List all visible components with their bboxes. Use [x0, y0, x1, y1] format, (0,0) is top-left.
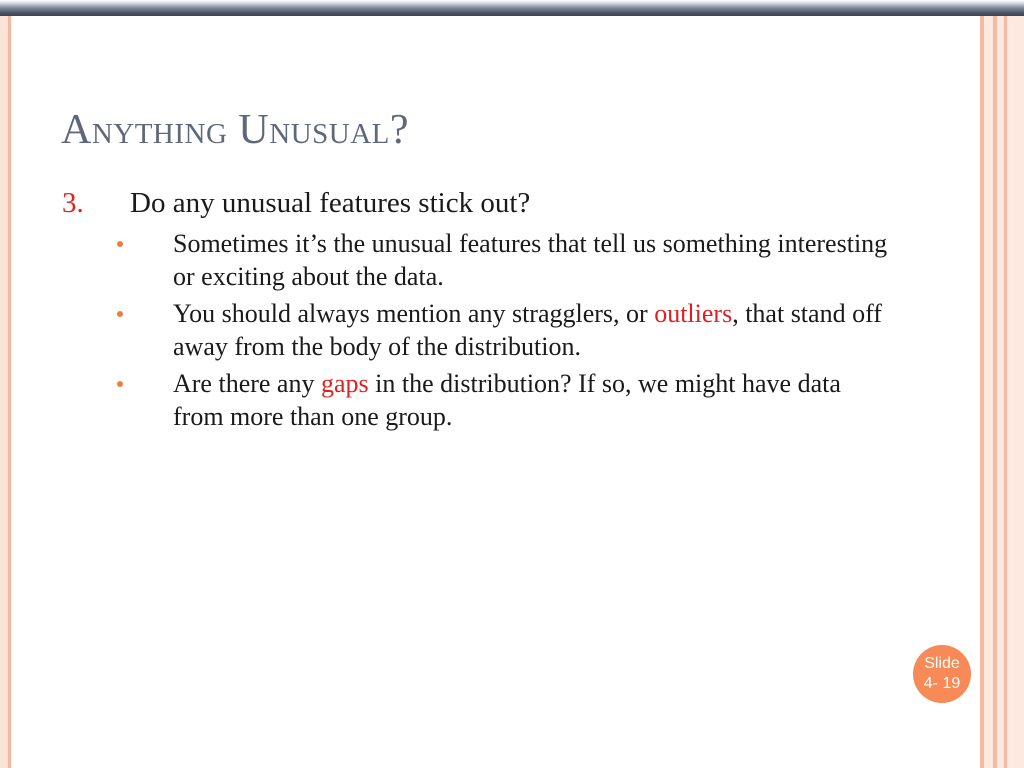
slide-badge-line2: 4- 19 [923, 675, 961, 692]
bullet-text: Sometimes it’s the unusual features that tell us something interesting or exciting about the data. [173, 229, 888, 291]
numbered-item [60, 183, 890, 223]
bullet-icon [117, 311, 123, 317]
bullet-list [60, 227, 890, 433]
slide-title: Anything Unusual? [61, 107, 410, 153]
highlight-term-gaps: gaps [320, 369, 369, 398]
item-text: Do any unusual features stick out? [130, 187, 531, 219]
bullet-text-after: in the distribution? If so, we might have data from more than one group. [173, 369, 841, 431]
item-number: 3. [62, 187, 84, 219]
bullet-item [60, 367, 890, 433]
bullet-text-before: You should always mention any stragglers, or [173, 299, 655, 328]
left-decorative-stripe [0, 16, 8, 768]
bullet-icon [117, 381, 123, 387]
top-header-bar [0, 0, 1024, 16]
bullet-item [60, 227, 890, 293]
bullet-text-before: Are there any [173, 369, 321, 398]
bullet-text-after: , that stand off away from the body of the distribution. [173, 299, 882, 361]
slide-content [60, 183, 890, 433]
right-decorative-stripes [976, 16, 1024, 768]
slide-badge-line1: Slide [924, 655, 960, 672]
highlight-term-outliers: outliers [654, 299, 733, 328]
bullet-item [60, 297, 890, 363]
left-accent-stripe [8, 16, 11, 768]
slide-number-badge [913, 645, 971, 703]
bullet-icon [117, 241, 123, 247]
